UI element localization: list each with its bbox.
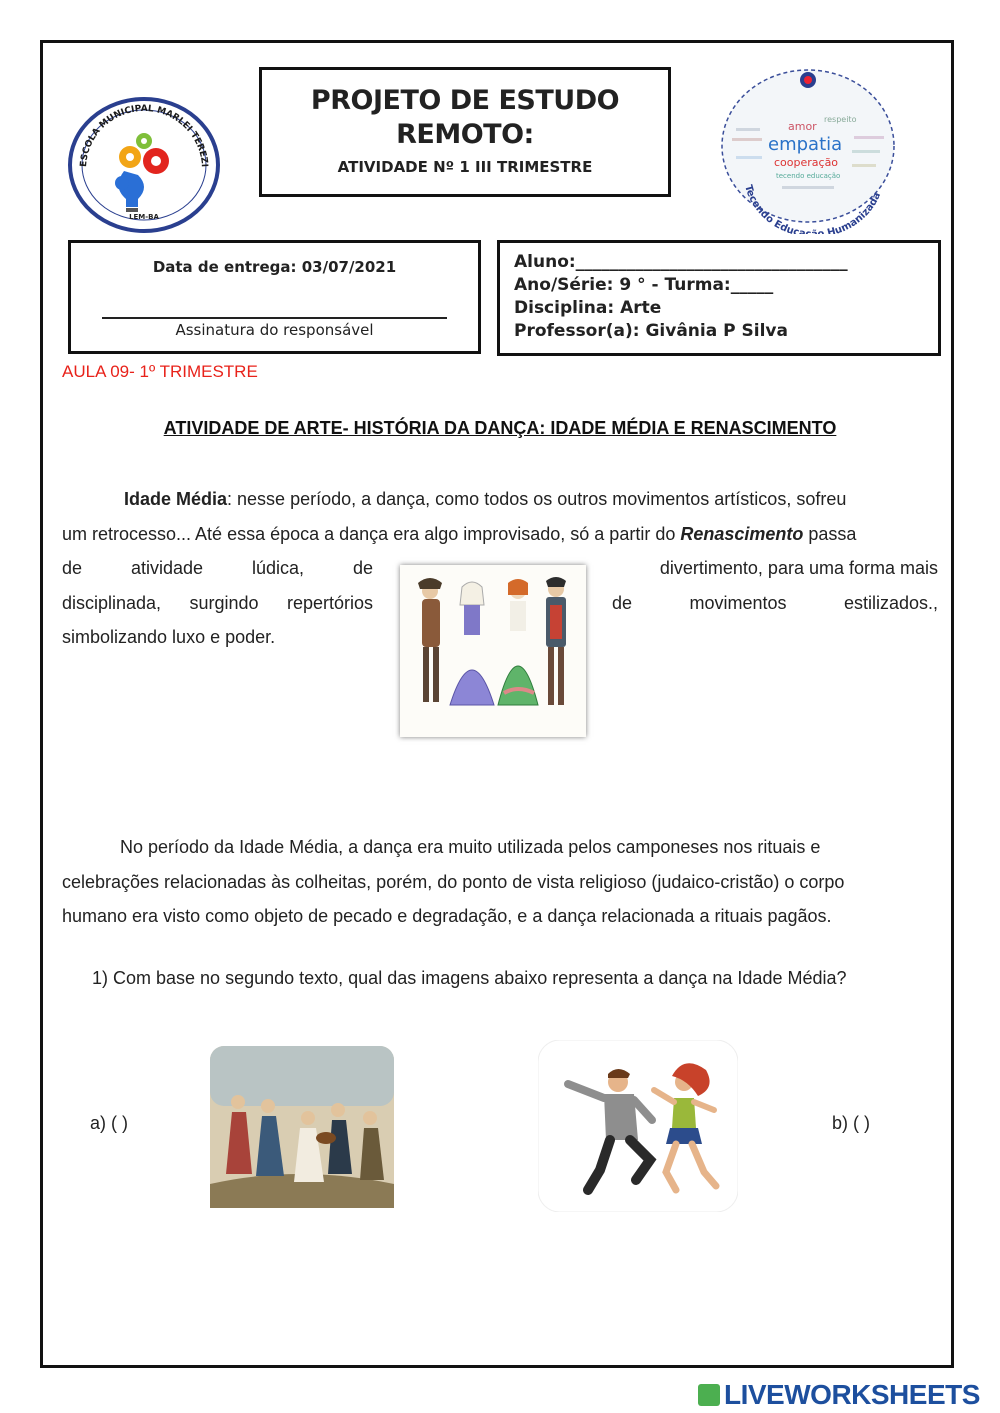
grade-class-field[interactable]: Ano/Série: 9 ° - Turma:_____ bbox=[514, 275, 774, 295]
delivery-date-line bbox=[71, 258, 478, 276]
title-box bbox=[259, 67, 671, 197]
p2-line1: No período da Idade Média, a dança era muito utilizada pelos camponeses nos rituais e bbox=[120, 837, 821, 857]
medieval-dance-image bbox=[198, 1034, 406, 1220]
svg-text:ESCOLA MUNICIPAL MARLEI TEREZI: ESCOLA MUNICIPAL MARLEI TEREZI bbox=[78, 103, 209, 168]
delivery-date-value: 03/07/2021 bbox=[301, 258, 397, 276]
p2-line3: humano era visto como objeto de pecado e degradação, e a dança relacionada a rituais pagãos. bbox=[62, 906, 832, 926]
school-logo bbox=[64, 95, 222, 233]
teacher-text: Professor(a): Givânia P Silva bbox=[514, 321, 788, 341]
p1-line4-left: disciplinada, surgindo repertórios bbox=[62, 592, 373, 613]
title-line2: REMOTO: bbox=[396, 119, 534, 150]
svg-text:Tecendo Educação Humanizada: Tecendo Educa Humanizada bbox=[742, 183, 884, 234]
liveworksheets-watermark bbox=[698, 1379, 980, 1411]
p1-line3-left: de atividade lúdica, de bbox=[62, 558, 373, 578]
svg-text:cooperação: cooperação bbox=[774, 156, 839, 169]
renascimento-emphasis: Renascimento bbox=[680, 523, 804, 544]
empatia-logo bbox=[712, 58, 904, 234]
liveworksheets-logo-icon bbox=[698, 1384, 720, 1406]
delivery-box bbox=[68, 240, 481, 354]
student-info-box bbox=[497, 240, 941, 356]
student-name-field[interactable]: Aluno:________________________________ bbox=[514, 252, 848, 272]
signature-line bbox=[102, 317, 447, 319]
p1-line5: simbolizando luxo e poder. bbox=[62, 627, 276, 647]
p1-line3-right: divertimento, para uma forma mais bbox=[659, 558, 938, 578]
p1-line2a: um retrocesso... Até essa época a dança era algo improvisado, só a partir do bbox=[62, 523, 681, 544]
delivery-date-label: Data de entrega: bbox=[152, 258, 297, 276]
p1-line1: : nesse período, a dança, como todos os outros movimentos artísticos, sofreu bbox=[227, 489, 847, 509]
modern-dance-image bbox=[538, 1040, 738, 1212]
p2-line2: celebrações relacionadas às colheitas, porém, do ponto de vista religioso (judaico-cristão) o corpo bbox=[62, 871, 845, 892]
svg-text:amor: amor bbox=[788, 120, 817, 133]
idade-media-bold: Idade Média bbox=[124, 489, 228, 509]
activity-subtitle: ATIVIDADE Nº 1 III TRIMESTRE bbox=[337, 158, 593, 176]
watermark-text: LIVEWORKSHEETS bbox=[724, 1379, 980, 1410]
svg-text:LEM-BA: LEM-BA bbox=[129, 213, 159, 221]
svg-text:respeito: respeito bbox=[824, 115, 857, 124]
option-b-checkbox[interactable]: b) ( ) bbox=[832, 1113, 870, 1133]
signature-label: Assinatura do responsável bbox=[175, 321, 374, 339]
svg-text:empatia: empatia bbox=[768, 134, 843, 155]
svg-text:tecendo educação: tecendo educação bbox=[776, 172, 841, 180]
renaissance-dancers-image bbox=[400, 565, 586, 737]
question-1: 1) Com base no segundo texto, qual das imagens abaixo representa a dança na Idade Média? bbox=[92, 968, 847, 988]
activity-heading: ATIVIDADE DE ARTE- HISTÓRIA DA DANÇA: IDADE MÉDIA E RENASCIMENTO bbox=[163, 418, 837, 438]
discipline-text: Disciplina: Arte bbox=[514, 298, 662, 318]
lesson-label: AULA 09- 1º TRIMESTRE bbox=[62, 362, 258, 381]
p1-line2b: passa bbox=[803, 523, 857, 544]
title-line1: PROJETO DE ESTUDO bbox=[310, 85, 620, 116]
p1-line4-right: de movimentos estilizados., bbox=[612, 592, 938, 613]
paragraph-camponeses bbox=[62, 830, 938, 934]
option-a-checkbox[interactable]: a) ( ) bbox=[90, 1113, 128, 1133]
